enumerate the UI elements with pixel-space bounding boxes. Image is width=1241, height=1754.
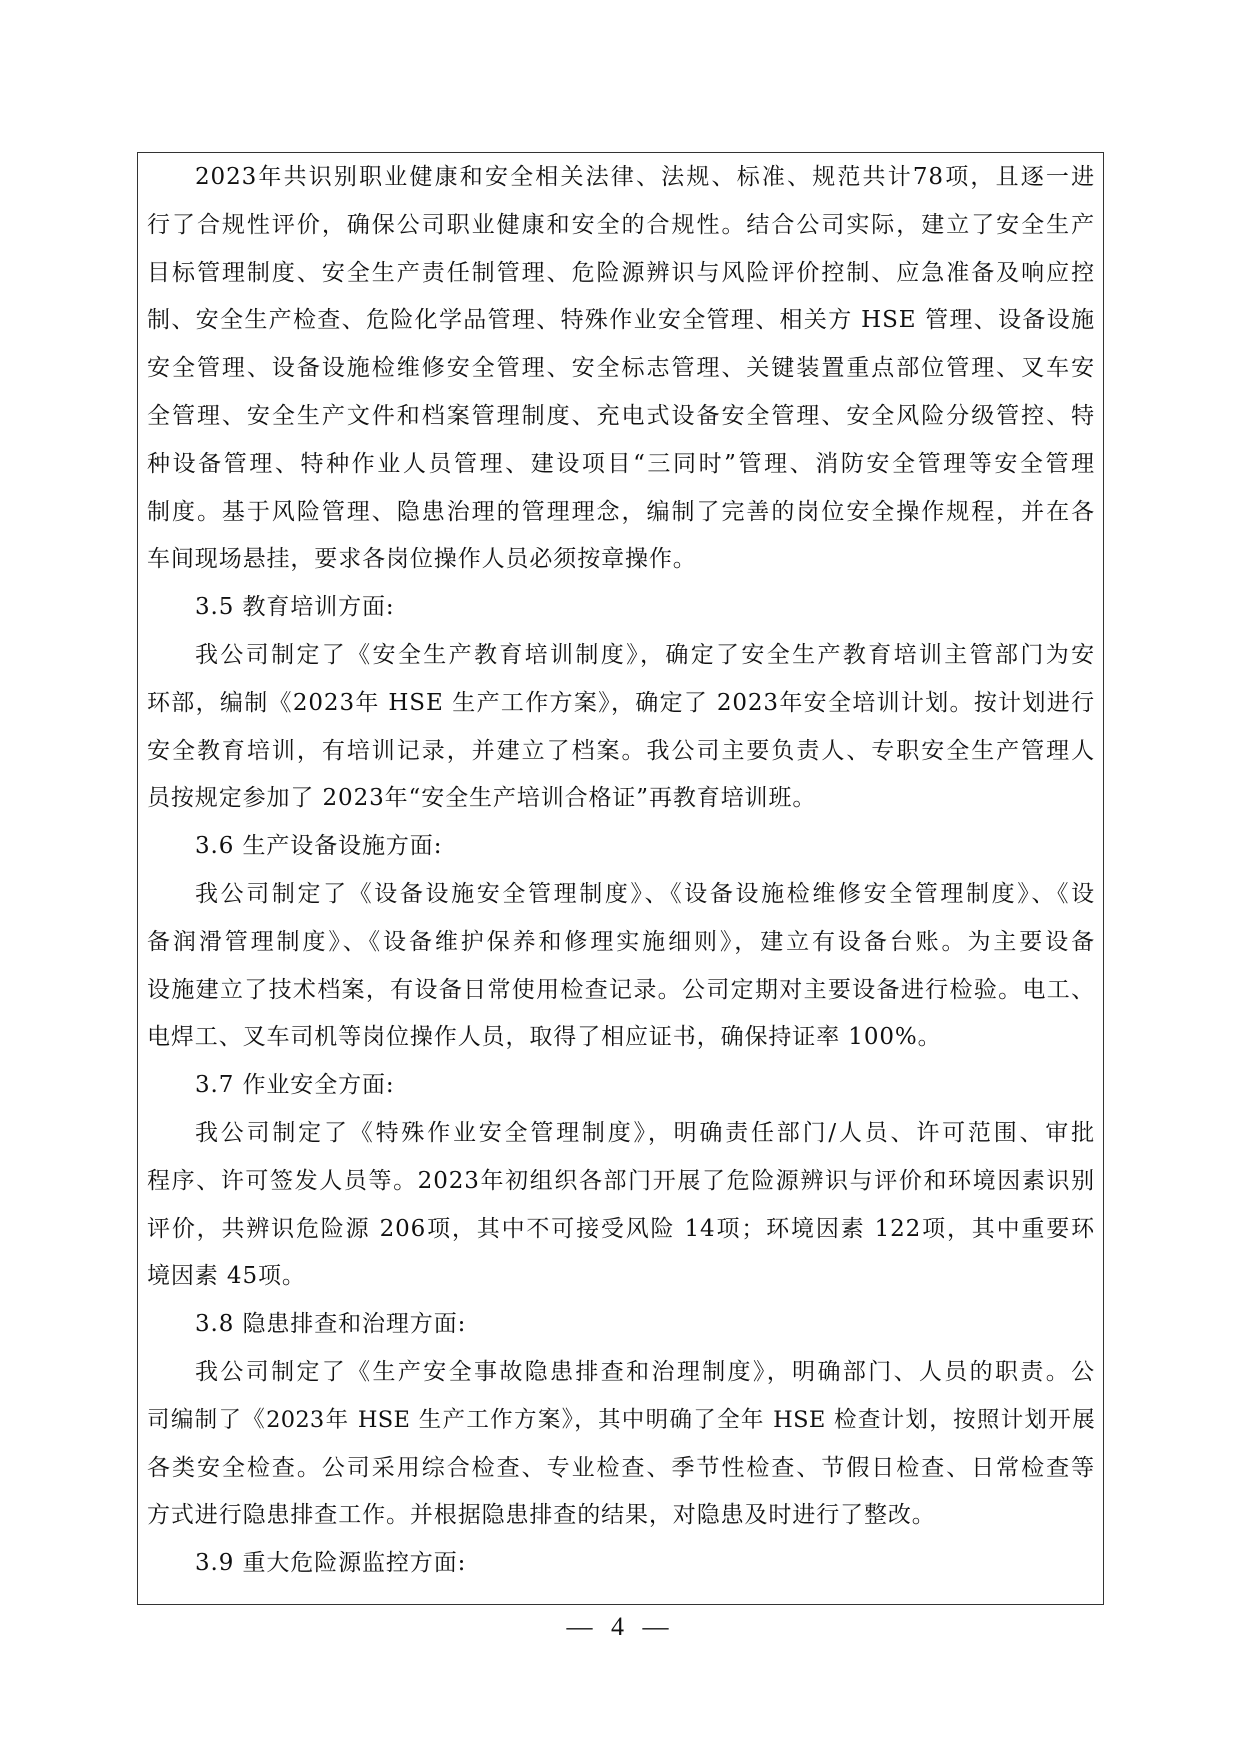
text-line: 我公司制定了《特殊作业安全管理制度》，明确责任部门/人员、许可范围、审批 — [195, 1119, 1095, 1146]
text-line: 我公司制定了《安全生产教育培训制度》，确定了安全生产教育培训主管部门为安 — [195, 641, 1095, 668]
text-line: 目标管理制度、安全生产责任制管理、危险源辨识与风险评价控制、应急准备及响应控 — [147, 259, 1095, 286]
text-line: 制度。基于风险管理、隐患治理的管理理念，编制了完善的岗位安全操作规程，并在各 — [147, 498, 1095, 525]
text-line: 3.9 重大危险源监控方面: — [195, 1550, 467, 1577]
text-line: 行了合规性评价，确保公司职业健康和安全的合规性。结合公司实际，建立了安全生产 — [147, 211, 1095, 238]
text-line: 我公司制定了《设备设施安全管理制度》、《设备设施检维修安全管理制度》、《设 — [195, 880, 1095, 907]
text-line: 环部，编制《2023年 HSE 生产工作方案》，确定了 2023年安全培训计划。按计划进行 — [147, 689, 1095, 716]
text-line: 备润滑管理制度》、《设备维护保养和修理实施细则》，建立有设备台账。为主要设备 — [147, 928, 1095, 955]
text-line: 全管理、安全生产文件和档案管理制度、充电式设备安全管理、安全风险分级管控、特 — [147, 402, 1095, 429]
text-line: 3.5 教育培训方面: — [195, 594, 395, 621]
text-line: 方式进行隐患排查工作。并根据隐患排查的结果，对隐患及时进行了整改。 — [147, 1502, 936, 1529]
text-line: 车间现场悬挂，要求各岗位操作人员必须按章操作。 — [147, 546, 697, 573]
text-line: 各类安全检查。公司采用综合检查、专业检查、季节性检查、节假日检查、日常检查等 — [147, 1454, 1095, 1481]
text-line: 3.8 隐患排查和治理方面: — [195, 1311, 467, 1338]
page-number: — 4 — — [566, 1612, 675, 1641]
text-line: 制、安全生产检查、危险化学品管理、特殊作业安全管理、相关方 HSE 管理、设备设施 — [147, 307, 1095, 334]
text-line: 我公司制定了《生产安全事故隐患排查和治理制度》，明确部门、人员的职责。公 — [195, 1358, 1095, 1385]
text-line: 3.7 作业安全方面: — [195, 1072, 395, 1099]
text-line: 2023年共识别职业健康和安全相关法律、法规、标准、规范共计78项，且逐一进 — [195, 164, 1095, 190]
text-line: 员按规定参加了 2023年“安全生产培训合格证”再教育培训班。 — [147, 785, 817, 812]
text-line: 安全管理、设备设施检维修安全管理、安全标志管理、关键装置重点部位管理、叉车安 — [147, 355, 1095, 382]
text-line: 安全教育培训，有培训记录，并建立了档案。我公司主要负责人、专职安全生产管理人 — [147, 737, 1095, 764]
text-line: 程序、许可签发人员等。2023年初组织各部门开展了危险源辨识与评价和环境因素识别 — [147, 1167, 1095, 1194]
text-line: 3.6 生产设备设施方面: — [195, 833, 443, 860]
text-line: 评价，共辨识危险源 206项，其中不可接受风险 14项；环境因素 122项，其中重要环 — [147, 1215, 1095, 1242]
document-body — [147, 154, 1095, 1588]
text-line: 境因素 45项。 — [147, 1263, 306, 1290]
text-line: 司编制了《2023年 HSE 生产工作方案》，其中明确了全年 HSE 检查计划，按照计划开展 — [147, 1406, 1095, 1433]
text-line: 设施建立了技术档案，有设备日常使用检查记录。公司定期对主要设备进行检验。电工、 — [147, 976, 1095, 1003]
text-line: 种设备管理、特种作业人员管理、建设项目“三同时”管理、消防安全管理等安全管理 — [147, 450, 1095, 477]
text-line: 电焊工、叉车司机等岗位操作人员，取得了相应证书，确保持证率 100%。 — [147, 1024, 942, 1051]
